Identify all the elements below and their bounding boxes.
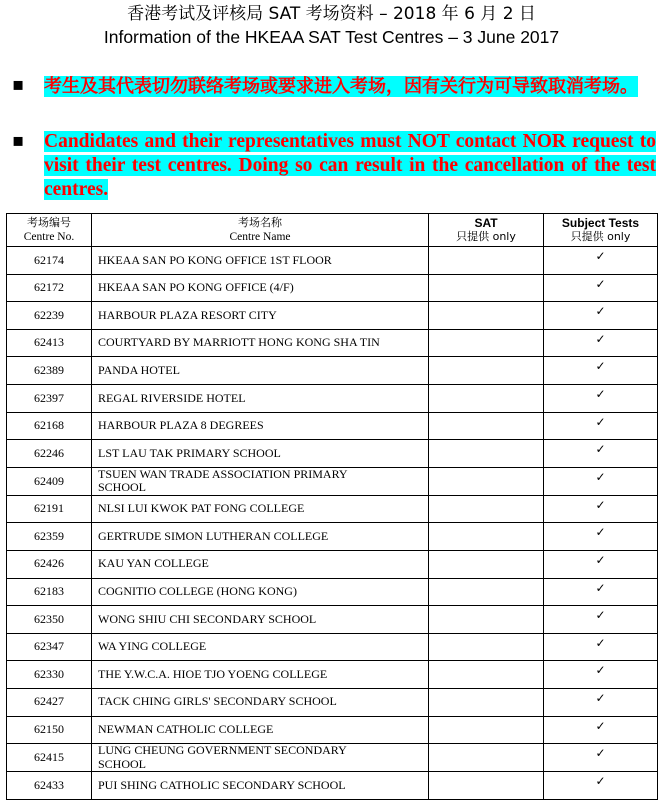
subject-tests-check-cell: ✓ xyxy=(544,247,658,275)
table-row xyxy=(7,578,658,606)
sat-only-cell xyxy=(429,716,544,744)
centre-number-cell: 62389 xyxy=(7,357,92,385)
sat-only-cell xyxy=(429,523,544,551)
centre-name-cell: LST LAU TAK PRIMARY SCHOOL xyxy=(92,440,429,468)
sat-only-cell xyxy=(429,550,544,578)
centre-number-cell: 62426 xyxy=(7,550,92,578)
table-row xyxy=(7,412,658,440)
table-row xyxy=(7,467,658,495)
sat-only-cell xyxy=(429,633,544,661)
column-header-sat: SAT 只提供 only xyxy=(429,214,544,247)
sat-only-cell xyxy=(429,467,544,495)
table-header-row xyxy=(7,214,658,247)
table-row xyxy=(7,688,658,716)
centre-name-cell: GERTRUDE SIMON LUTHERAN COLLEGE xyxy=(92,523,429,551)
centre-number-cell: 62427 xyxy=(7,688,92,716)
centre-name-cell: WONG SHIU CHI SECONDARY SCHOOL xyxy=(92,606,429,634)
sat-only-cell xyxy=(429,495,544,523)
notice-english-text: Candidates and their representatives must NOT contact NOR request to visit their test centres. Doing so can result in the cancellation of the test centres. xyxy=(44,131,656,200)
table-row xyxy=(7,329,658,357)
subject-tests-check-cell: ✓ xyxy=(544,550,658,578)
table-row xyxy=(7,384,658,412)
centre-name-cell: PUI SHING CATHOLIC SECONDARY SCHOOL xyxy=(92,772,429,800)
sat-only-cell xyxy=(429,329,544,357)
square-bullet-icon: ▪ xyxy=(12,130,25,151)
notice-chinese xyxy=(12,74,656,126)
subject-tests-check-cell: ✓ xyxy=(544,688,658,716)
subject-tests-check-cell: ✓ xyxy=(544,329,658,357)
centre-name-cell: NLSI LUI KWOK PAT FONG COLLEGE xyxy=(92,495,429,523)
sat-only-cell xyxy=(429,357,544,385)
sat-only-cell xyxy=(429,384,544,412)
table-row xyxy=(7,772,658,800)
centre-name-cell: KAU YAN COLLEGE xyxy=(92,550,429,578)
centre-name-cell: TSUEN WAN TRADE ASSOCIATION PRIMARY SCHOOL xyxy=(92,467,429,495)
subject-tests-check-cell: ✓ xyxy=(544,467,658,495)
table-row xyxy=(7,716,658,744)
table-row xyxy=(7,550,658,578)
centre-name-cell: COGNITIO COLLEGE (HONG KONG) xyxy=(92,578,429,606)
notice-english xyxy=(12,130,656,204)
sat-only-cell xyxy=(429,772,544,800)
sat-only-cell xyxy=(429,247,544,275)
table-row xyxy=(7,247,658,275)
centre-name-cell: PANDA HOTEL xyxy=(92,357,429,385)
subject-tests-check-cell: ✓ xyxy=(544,440,658,468)
centre-number-cell: 62397 xyxy=(7,384,92,412)
centre-number-cell: 62409 xyxy=(7,467,92,495)
table-row xyxy=(7,523,658,551)
subject-tests-check-cell: ✓ xyxy=(544,412,658,440)
sat-only-cell xyxy=(429,578,544,606)
test-centres-table xyxy=(6,213,658,800)
sat-only-cell xyxy=(429,274,544,302)
table-row xyxy=(7,274,658,302)
table-row xyxy=(7,440,658,468)
centre-number-cell: 62330 xyxy=(7,661,92,689)
centre-name-cell: THE Y.W.C.A. HIOE TJO YOENG COLLEGE xyxy=(92,661,429,689)
centre-number-cell: 62168 xyxy=(7,412,92,440)
sat-only-cell xyxy=(429,440,544,468)
subject-tests-check-cell: ✓ xyxy=(544,302,658,330)
centre-name-cell: HKEAA SAN PO KONG OFFICE (4/F) xyxy=(92,274,429,302)
table-row xyxy=(7,633,658,661)
sat-only-cell xyxy=(429,661,544,689)
table-row xyxy=(7,495,658,523)
sat-only-cell xyxy=(429,688,544,716)
column-header-subject-tests: Subject Tests 只提供 only xyxy=(544,214,658,247)
centre-name-cell: WA YING COLLEGE xyxy=(92,633,429,661)
document-title-english: Information of the HKEAA SAT Test Centres – 3 June 2017 xyxy=(103,27,560,47)
centre-name-cell: HARBOUR PLAZA RESORT CITY xyxy=(92,302,429,330)
column-header-centre-name: 考场名称 Centre Name xyxy=(92,214,429,247)
subject-tests-check-cell: ✓ xyxy=(544,578,658,606)
subject-tests-check-cell: ✓ xyxy=(544,661,658,689)
centre-number-cell: 62359 xyxy=(7,523,92,551)
sat-only-cell xyxy=(429,606,544,634)
centre-name-cell: NEWMAN CATHOLIC COLLEGE xyxy=(92,716,429,744)
square-bullet-icon: ▪ xyxy=(12,74,25,95)
subject-tests-check-cell: ✓ xyxy=(544,744,658,772)
table-row xyxy=(7,302,658,330)
centre-number-cell: 62350 xyxy=(7,606,92,634)
subject-tests-check-cell: ✓ xyxy=(544,384,658,412)
sat-only-cell xyxy=(429,744,544,772)
table-row xyxy=(7,357,658,385)
centre-number-cell: 62413 xyxy=(7,329,92,357)
subject-tests-check-cell: ✓ xyxy=(544,357,658,385)
subject-tests-check-cell: ✓ xyxy=(544,495,658,523)
centre-number-cell: 62239 xyxy=(7,302,92,330)
subject-tests-check-cell: ✓ xyxy=(544,606,658,634)
sat-only-cell xyxy=(429,412,544,440)
table-row xyxy=(7,744,658,772)
centre-name-cell: REGAL RIVERSIDE HOTEL xyxy=(92,384,429,412)
centre-number-cell: 62246 xyxy=(7,440,92,468)
table-row xyxy=(7,661,658,689)
subject-tests-check-cell: ✓ xyxy=(544,274,658,302)
centre-number-cell: 62183 xyxy=(7,578,92,606)
centre-name-cell: LUNG CHEUNG GOVERNMENT SECONDARY SCHOOL xyxy=(92,744,429,772)
centre-number-cell: 62172 xyxy=(7,274,92,302)
centre-name-cell: HKEAA SAN PO KONG OFFICE 1ST FLOOR xyxy=(92,247,429,275)
column-header-centre-no: 考场编号 Centre No. xyxy=(7,214,92,247)
subject-tests-check-cell: ✓ xyxy=(544,523,658,551)
table-row xyxy=(7,606,658,634)
subject-tests-check-cell: ✓ xyxy=(544,633,658,661)
subject-tests-check-cell: ✓ xyxy=(544,772,658,800)
subject-tests-check-cell: ✓ xyxy=(544,716,658,744)
centre-number-cell: 62433 xyxy=(7,772,92,800)
centre-name-cell: TACK CHING GIRLS' SECONDARY SCHOOL xyxy=(92,688,429,716)
centre-number-cell: 62191 xyxy=(7,495,92,523)
sat-only-cell xyxy=(429,302,544,330)
centre-name-cell: HARBOUR PLAZA 8 DEGREES xyxy=(92,412,429,440)
centre-name-cell: COURTYARD BY MARRIOTT HONG KONG SHA TIN xyxy=(92,329,429,357)
centre-number-cell: 62150 xyxy=(7,716,92,744)
notice-chinese-text: 考生及其代表切勿联络考场或要求进入考场，因有关行为可导致取消考场。 xyxy=(44,76,638,97)
document-title-chinese: 香港考试及评核局 SAT 考场资料 – 2018 年 6 月 2 日 xyxy=(127,4,536,24)
centre-number-cell: 62415 xyxy=(7,744,92,772)
centre-number-cell: 62174 xyxy=(7,247,92,275)
centre-number-cell: 62347 xyxy=(7,633,92,661)
